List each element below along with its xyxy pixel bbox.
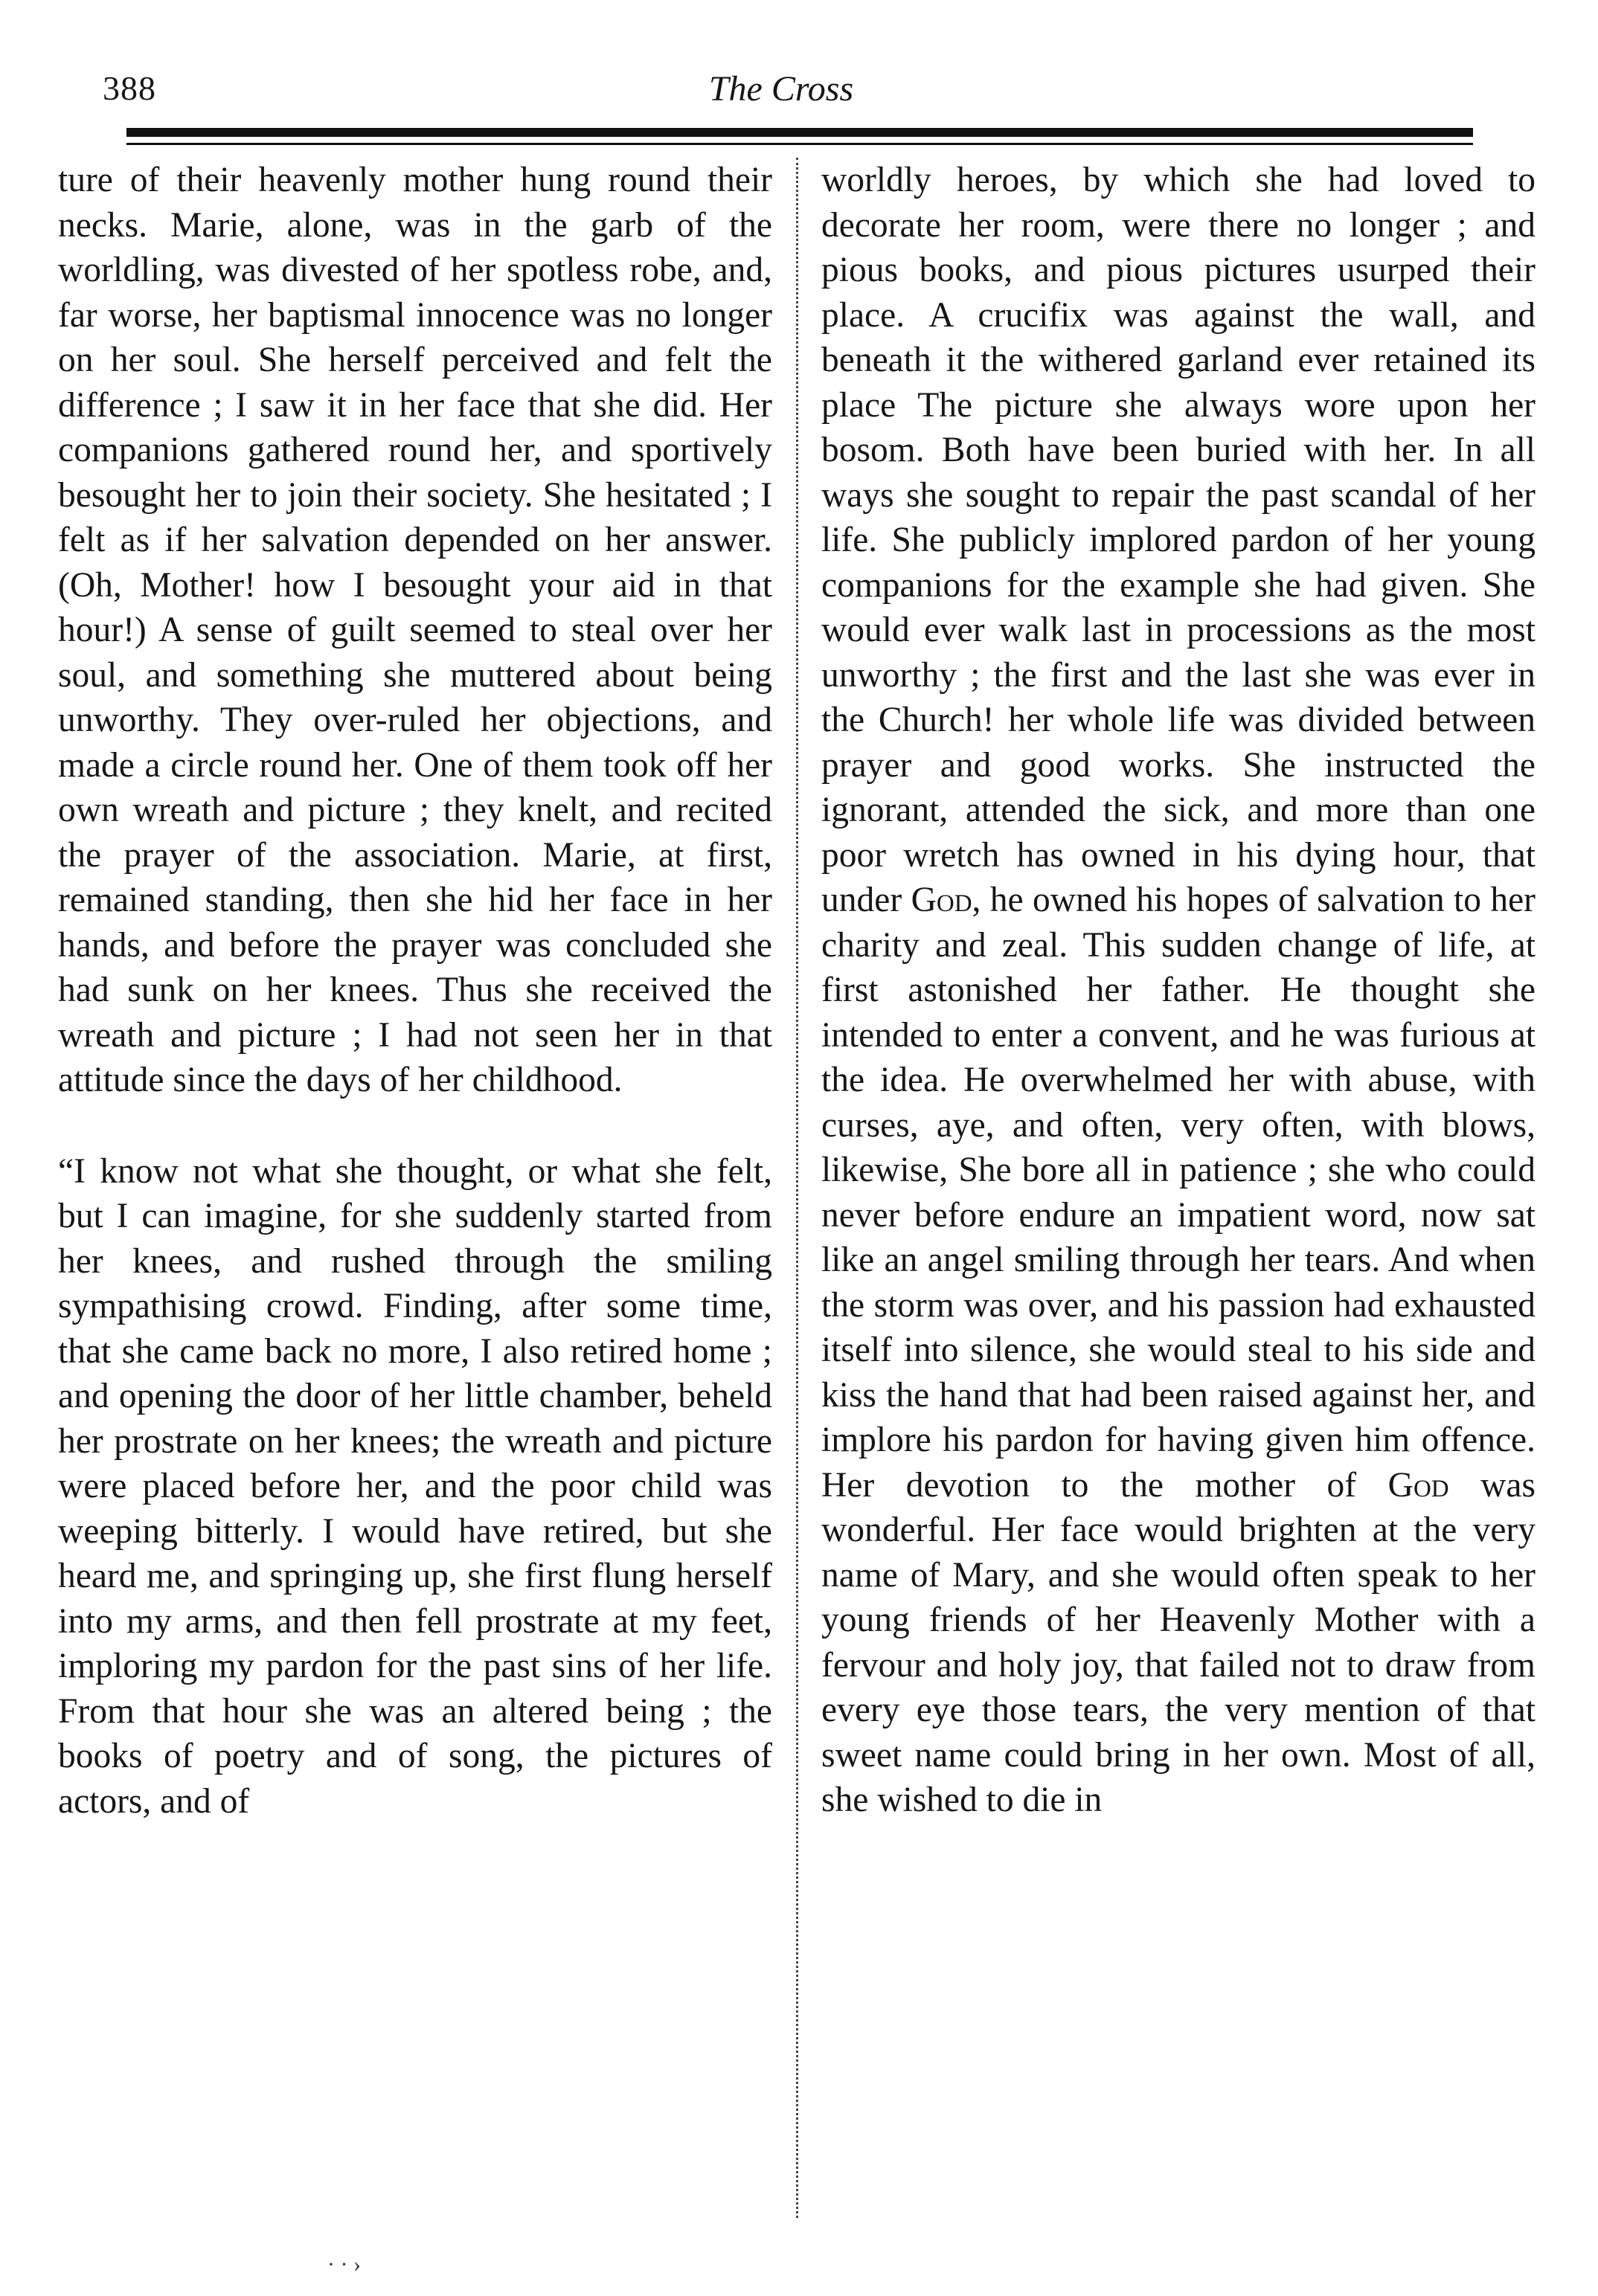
right-text-part-2: , he owned his hopes of salvation to her charity and zeal. This sudden change of life, at first astonished her father. He thought she intended to enter a convent, and he was furious at the idea. He overwhelmed her with abuse, with curses, aye, and often, very often, with blows, likewise, She bore all in patience ; she who could never before endure an impatient word, now sat like an angel smiling through her tears. And when the storm was over, and his passion had exhausted itself into silence, she would steal to his side and kiss the hand that had been raised against her, and implore his pardon for having given him offence. Her devotion to the mother of: [821, 881, 1536, 1505]
right-column: [821, 158, 1536, 1823]
page-number: 388: [103, 69, 156, 107]
left-column: [58, 158, 772, 1824]
header-rule-thin: [126, 143, 1473, 145]
print-specks: · · ›: [327, 2252, 361, 2277]
right-paragraph-1: [821, 158, 1536, 1823]
left-paragraph-2: “I know not what she thought, or what she felt, but I can imagine, for she suddenly started from her knees, and rushed through the smiling sympathising crowd. Finding, after some time, that she came back no more, I also retired home ; and opening the door of her little chamber, beheld her prostrate on her knees; the wreath and picture were placed before her, and the poor child was weeping bitterly. I would have retired, but she heard me, and springing up, she first flung herself into my arms, and then fell prostrate at my feet, imploring my pardon for the past sins of her life. From that hour she was an altered being ; the books of poetry and of song, the pictures of actors, and of: [58, 1151, 772, 1821]
page-header: [89, 68, 1473, 116]
right-text-part-3: was wonderful. Her face would brighten at the very name of Mary, and she would often speak to her young friends of her Heavenly Mother with a fervour and holy joy, that failed not to draw from every eye those tears, the very mention of that sweet name could bring in her own. Most of all, she wished to die in: [821, 1465, 1536, 1819]
right-text-part-1: worldly heroes, by which she had loved to decorate her room, were there no longer ; and pious books, and pious pictures usurped their place. A crucifix was against the wall, and beneath it the withered garland ever retained its place The picture she always wore upon her bosom. Both have been buried with her. In all ways she sought to repair the past scandal of her life. She publicly implored pardon of her young companions for the example she had given. She would ever walk last in processions as the most unworthy ; the first and the last she was ever in the Church! her whole life was divided between prayer and good works. She instructed the ignorant, attended the sick, and more than one poor wretch has owned in his dying hour, that under: [821, 161, 1536, 919]
running-title: The Cross: [708, 69, 854, 109]
column-divider: [796, 158, 798, 2218]
left-paragraph-1: ture of their heavenly mother hung round their necks. Marie, alone, was in the garb of the worldling, was divested of her spotless robe, and, far worse, her baptismal innocence was no longer on her soul. She herself perceived and felt the difference ; I saw it in her face that she did. Her companions gathered round her, and sportively besought her to join their society. She hesitated ; I felt as if her salvation depended on her answer. (Oh, Mother! how I besought your aid in that hour!) A sense of guilt seemed to steal over her soul, and something she muttered about being unworthy. They over-ruled her objections, and made a circle round her. One of them took off her own wreath and picture ; they knelt, and recited the prayer of the association. Marie, at first, remained standing, then she hid her face in her hands, and before the prayer was concluded she had sunk on her knees. Thus she received the wreath and picture ; I had not seen her in that attitude since the days of her childhood.: [58, 161, 772, 1099]
god-word-1: God: [911, 881, 972, 919]
god-word-2: God: [1387, 1465, 1449, 1505]
header-rule-thick: [126, 128, 1473, 137]
